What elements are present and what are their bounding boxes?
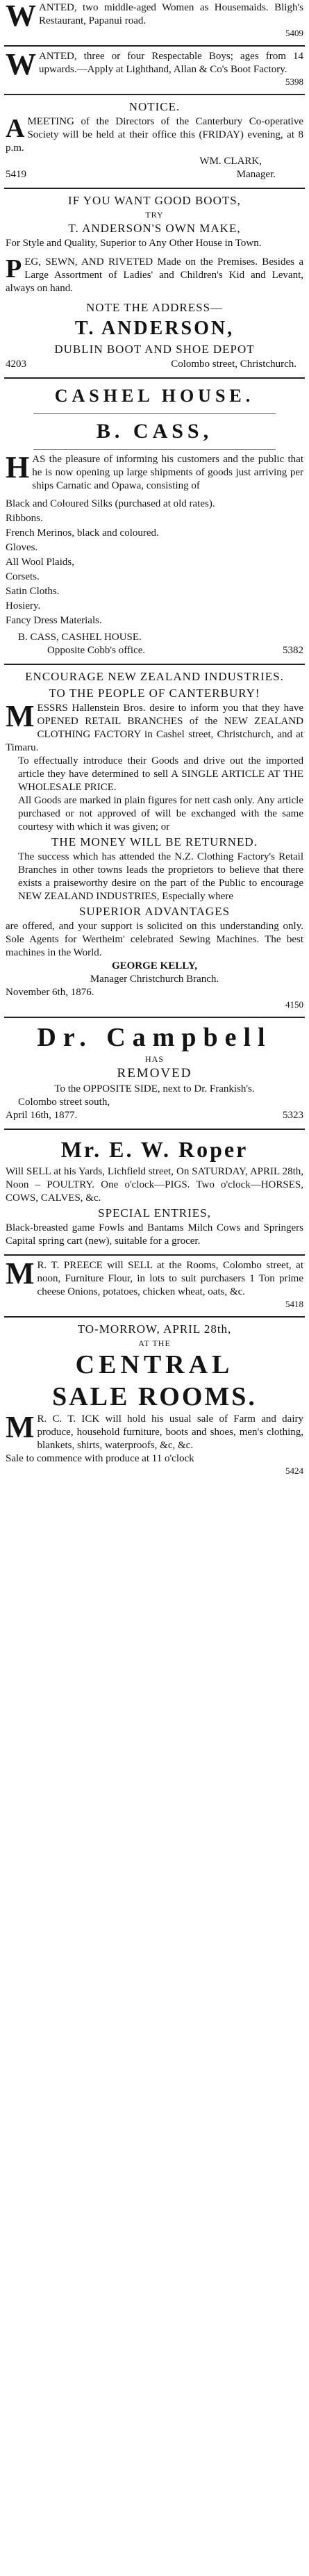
list-item: Gloves. [6, 542, 38, 553]
cashel-name: B. CASS, [96, 420, 213, 443]
nz-para2: To effectually introduce their Goods and drive out the imported article they have determined to sell A SINGLE ARTICLE AT THE WHOLESALE PRICE. [18, 755, 303, 793]
drop-cap: W [6, 47, 36, 81]
ad-anderson-boots [4, 191, 305, 375]
ad-central-sale-rooms [4, 1320, 305, 1481]
anderson-line1: IF YOU WANT GOOD BOOTS, [68, 194, 241, 207]
ad-number: 4150 [285, 999, 303, 1010]
drop-cap: P [6, 254, 22, 284]
divider [4, 1254, 305, 1256]
anderson-line3: T. ANDERSON'S OWN MAKE, [68, 222, 241, 235]
nz-money: THE MONEY WILL BE RETURNED. [51, 835, 258, 848]
drop-cap: W [6, 0, 36, 33]
ad-wanted-housemaids [4, 0, 305, 43]
divider [4, 1316, 305, 1318]
campbell-removed: REMOVED [117, 1066, 192, 1081]
cashel-text: AS the pleasure of informing his customers and the public that he is now opening up large shipments of goods just arriving per ships Carnatic and Opawa, consisting of [32, 454, 303, 491]
list-item: Ribbons. [6, 513, 43, 524]
nz-para4: The success which has attended the N.Z. Clothing Factory's Retail Branches in other towns leads the proprietors to believe that there exists a praiseworthy desire on the part of the Public to encourage NEW ZEALAND INDUSTRIES, Especially where [18, 851, 303, 902]
drop-cap: A [6, 114, 25, 143]
central-title1: CENTRAL [75, 1350, 234, 1379]
divider [4, 1129, 305, 1130]
cashel-items [6, 497, 303, 628]
preece-text: R. T. PREECE will SELL at the Rooms, Colombo street, at noon, Furniture Flour, in lots to suit purchasers 1 Ton prime cheese Onions, potatoes, chicken wheat, oats, &c. [37, 1260, 303, 1297]
cashel-sign: B. CASS, CASHEL HOUSE. [18, 632, 142, 643]
drop-cap: H [6, 450, 30, 484]
campbell-address: Colombo street south, [18, 1097, 110, 1108]
nz-date: November 6th, 1876. [6, 987, 94, 998]
list-item: Corsets. [6, 571, 40, 582]
list-item: All Wool Plaids, [6, 557, 74, 568]
anderson-name: T. ANDERSON, [74, 318, 235, 339]
nz-line1: ENCOURAGE NEW ZEALAND INDUSTRIES. [25, 670, 284, 683]
drop-cap: M [6, 1410, 35, 1444]
divider [4, 377, 305, 379]
ad-preece-sale [4, 1258, 305, 1314]
central-line1: TO-MORROW, APRIL 28th, [77, 1322, 232, 1336]
divider [4, 664, 305, 665]
notice-footer [6, 168, 303, 181]
drop-cap: M [6, 699, 35, 733]
campbell-title: Dr. Campbell [37, 1023, 272, 1052]
central-text: R. C. T. ICK will hold his usual sale of Farm and dairy produce, household furniture, boots and shoes, men's clothing, blankets, shirts, waterproofs, &c, &c. [37, 1413, 303, 1451]
divider [4, 188, 305, 189]
anderson-depot: DUBLIN BOOT AND SHOE DEPOT [54, 343, 255, 356]
ad-wanted-boys [4, 49, 305, 92]
ad-number: 5424 [285, 1466, 303, 1476]
ad-number: 5323 [283, 1110, 303, 1121]
ad-nz-industries [4, 667, 305, 1015]
nz-line2: TO THE PEOPLE OF CANTERBURY! [49, 687, 260, 700]
ad-text: ANTED, three or four Respectable Boys; ages from 14 upwards.—Apply at Lighthand, Allan & Co's Boot Factory. [39, 51, 303, 75]
ad-notice [4, 97, 305, 186]
cashel-opposite: Opposite Cobb's office. [47, 645, 146, 656]
anderson-body [6, 256, 303, 295]
ad-number: 4203 [6, 359, 26, 370]
ad-number: 5418 [285, 1299, 303, 1309]
list-item: Hosiery. [6, 600, 41, 612]
nz-signer: GEORGE KELLY, [111, 960, 198, 971]
anderson-note: NOTE THE ADDRESS— [85, 301, 224, 314]
anderson-footer [6, 358, 303, 371]
anderson-text: EG, SEWN, AND RIVETED Made on the Premises. Besides a Large Assortment of Ladies' and Children's Kid and Levant, always on hand. [6, 256, 303, 294]
nz-text: ESSRS Hallenstein Bros. desire to inform you that they have OPENED RETAIL BRANCHES of the NEW ZEALAND CLOTHING FACTORY in Cashel street, Christchurch, and at Timaru. [6, 703, 303, 753]
anderson-address: Colombo street, Christchurch. [171, 359, 297, 370]
central-title2: SALE ROOMS. [52, 1382, 257, 1411]
anderson-line4: For Style and Quality, Superior to Any Other House in Town. [6, 238, 262, 249]
ad-number: 5409 [285, 28, 303, 38]
campbell-to: To the OPPOSITE SIDE, next to Dr. Frankish's. [54, 1083, 255, 1094]
ad-roper-auction [4, 1132, 305, 1252]
list-item: French Merinos, black and coloured. [6, 527, 159, 539]
nz-superior: SUPERIOR ADVANTAGES [78, 905, 231, 918]
nz-para5: are offered, and your support is solicited on this understanding only. Sole Agents for Wertheim' celebrated Sewing Machines. The best machines in the World. [6, 921, 303, 958]
divider [4, 45, 305, 47]
notice-text: MEETING of the Directors of the Canterbury Co-operative Society will be held at their office this (FRIDAY) evening, at 8 p.m. [6, 116, 303, 154]
thin-divider [33, 413, 276, 414]
central-line2: AT THE [138, 1338, 171, 1348]
campbell-date: April 16th, 1877. [6, 1110, 78, 1121]
nz-para3: All Goods are marked in plain figures for nett cash only. Any article purchased or not approved of will be exchanged with the same courtesy with which it was given; or [18, 795, 303, 832]
notice-signature: WM. CLARK, [199, 156, 262, 167]
ad-number: 5382 [283, 645, 303, 656]
anderson-line2: TRY [145, 210, 164, 220]
list-item: Fancy Dress Materials. [6, 615, 102, 626]
ad-text: ANTED, two middle-aged Women as Housemaids. Bligh's Restaurant, Papanui road. [39, 2, 304, 26]
list-item: Satin Cloths. [6, 586, 60, 597]
ad-cashel-house [4, 381, 305, 662]
roper-text: Will SELL at his Yards, Lichfield street, On SATURDAY, APRIL 28th, Noon – POULTRY. One o'clock—PIGS. Two o'clock—HORSES, COWS, CALVES, &c. [6, 1166, 303, 1204]
cashel-footer [6, 644, 303, 657]
ad-number: 5419 [6, 169, 26, 180]
roper-title: Mr. E. W. Roper [60, 1137, 249, 1162]
cashel-title: CASHEL HOUSE. [54, 386, 255, 406]
notice-heading: NOTICE. [128, 100, 181, 113]
nz-role: Manager Christchurch Branch. [90, 974, 219, 985]
roper-special: SPECIAL ENTRIES, [98, 1206, 211, 1220]
list-item: Black and Coloured Silks (purchased at old rates). [6, 498, 215, 509]
drop-cap: M [6, 1256, 35, 1290]
ad-dr-campbell [4, 1020, 305, 1126]
campbell-footer [6, 1109, 303, 1122]
ad-number: 5398 [285, 76, 303, 87]
divider [4, 1017, 305, 1018]
notice-role: Manager. [236, 169, 276, 180]
thin-divider [33, 449, 276, 450]
campbell-has: HAS [144, 1054, 164, 1064]
central-end: Sale to commence with produce at 11 o'clock [6, 1453, 194, 1464]
roper-entries: Black-breasted game Fowls and Bantams Milch Cows and Springers Capital spring cart (new), suitable for a grocer. [6, 1222, 303, 1247]
divider [4, 94, 305, 95]
